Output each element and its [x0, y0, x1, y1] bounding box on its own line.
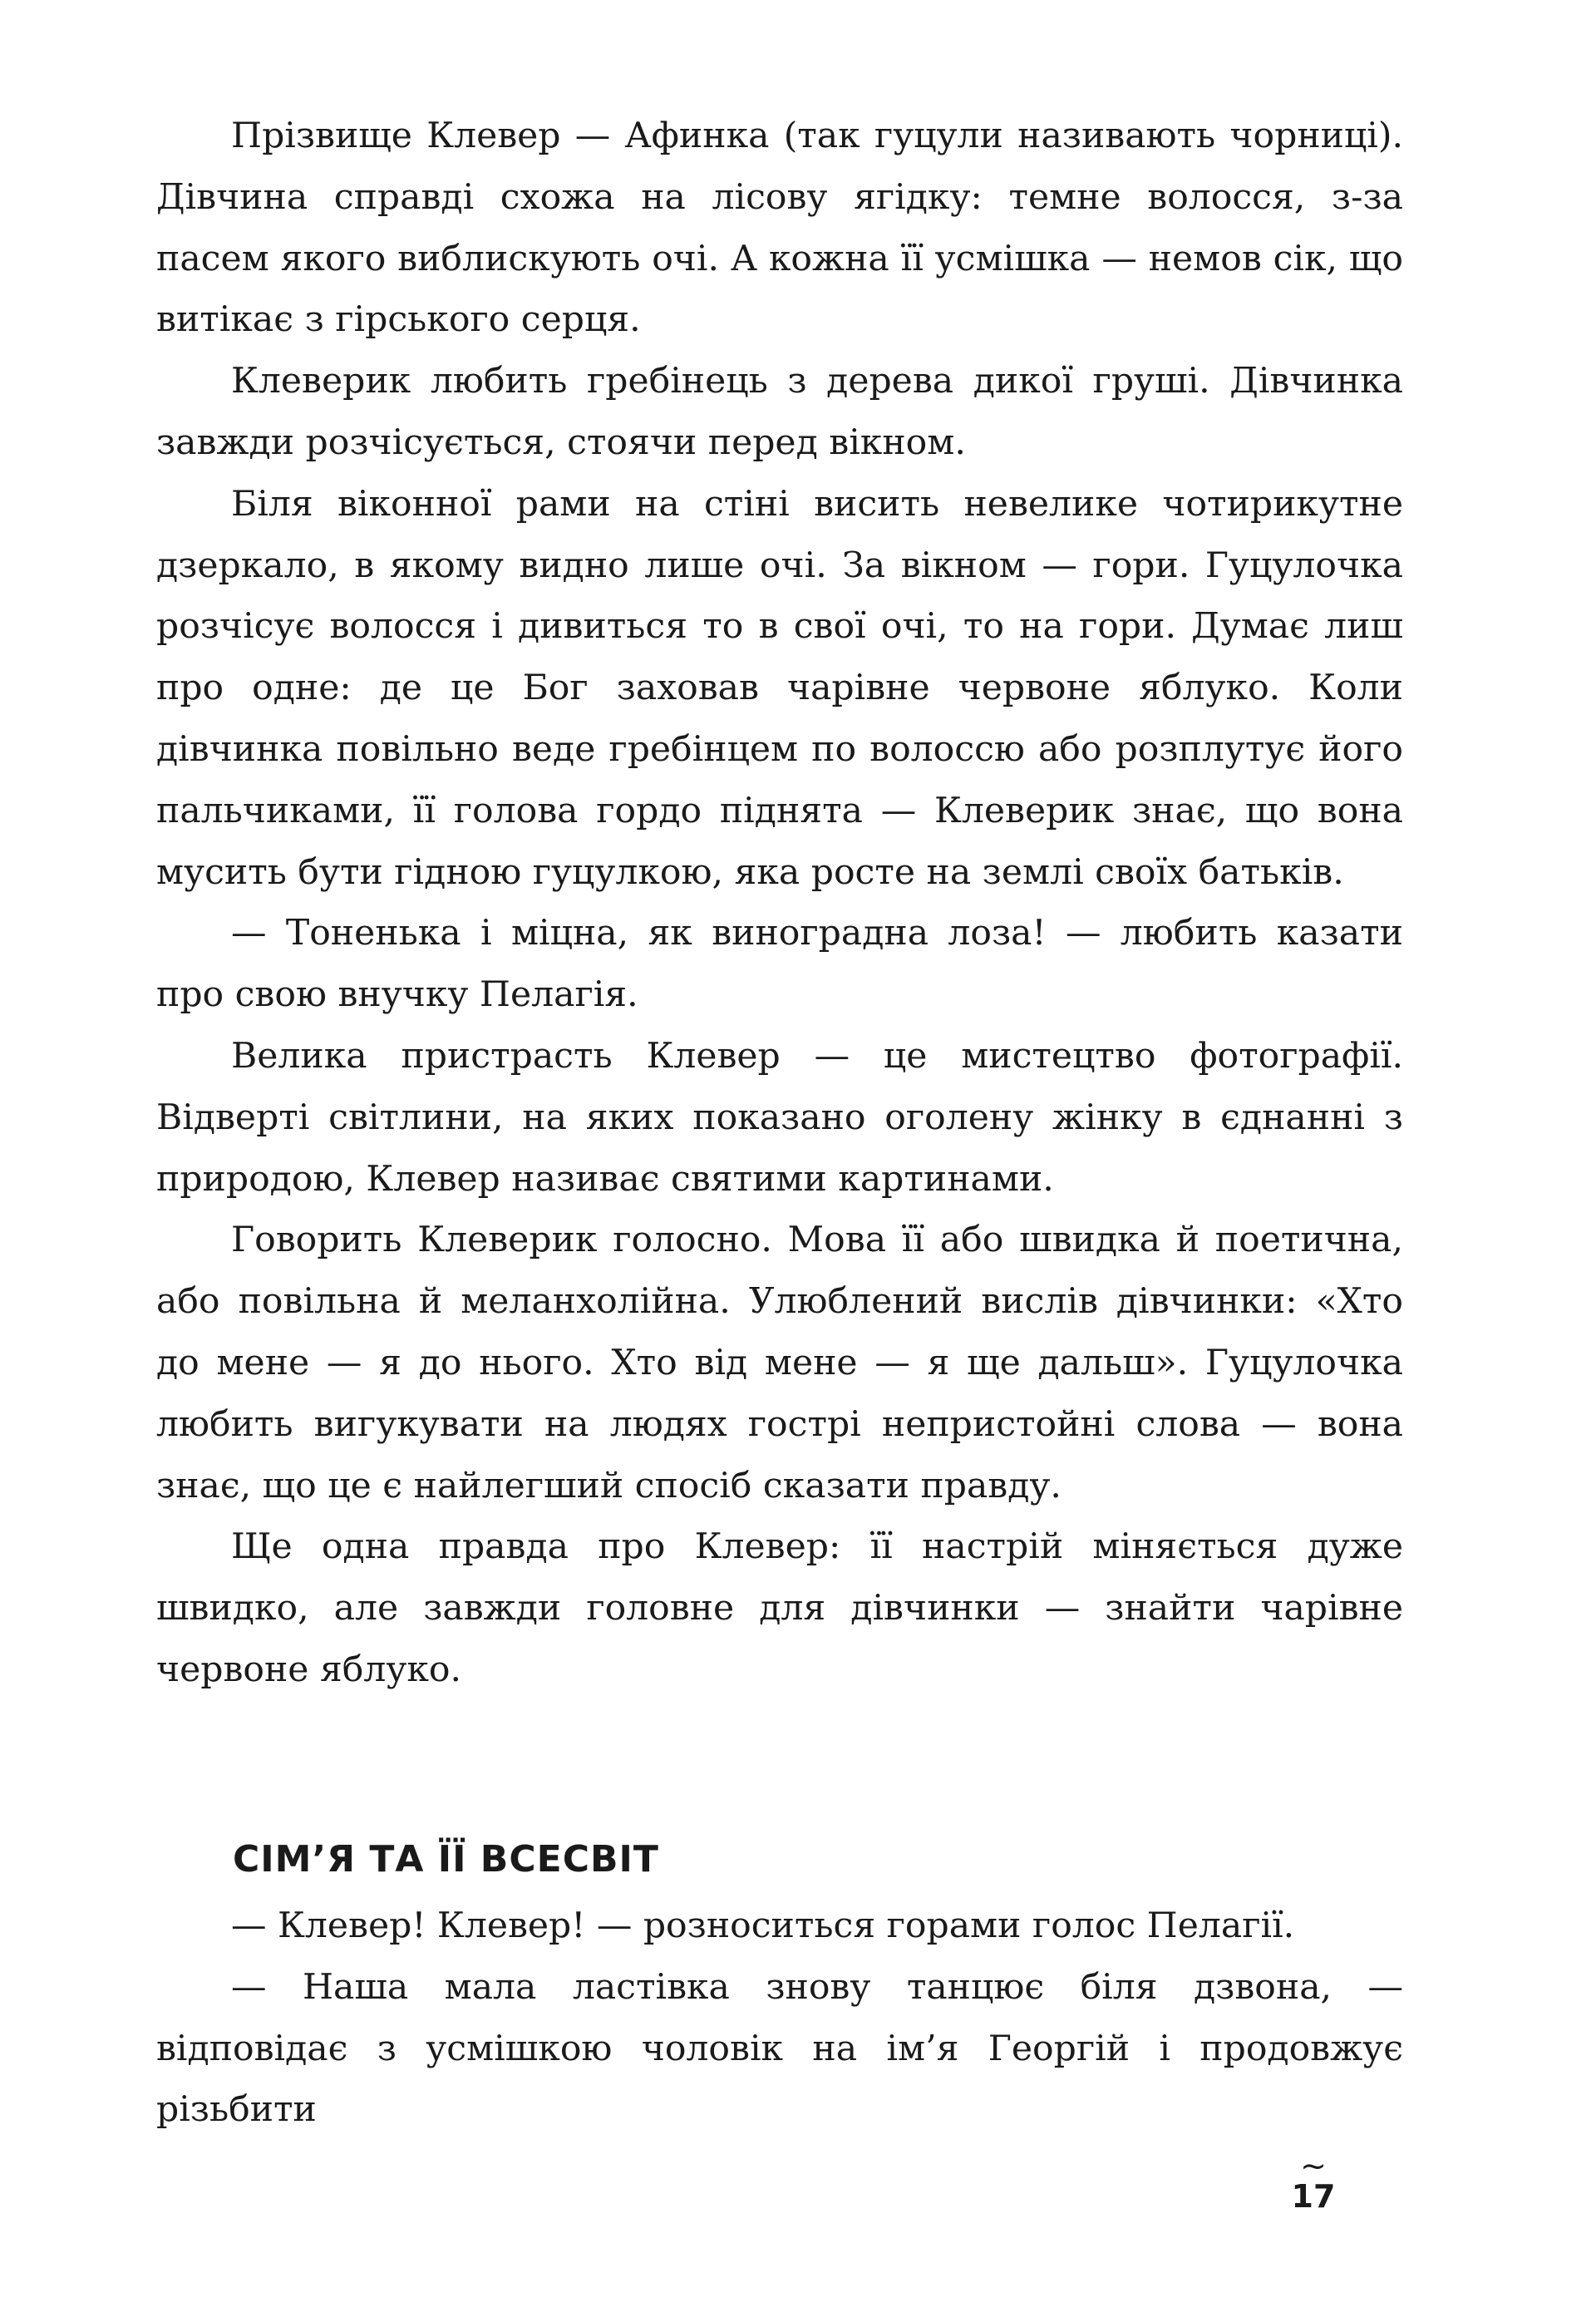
paragraph-photography: Велика пристрасть Клевер — це мистецтво фотографії. Відверті світлини, на яких показано оголену жінку в єднанні з природою, Клевер називає святими картинами.	[156, 1035, 1403, 1200]
section-heading: СІМ’Я ТА ЇЇ ВСЕСВІТ	[233, 1838, 659, 1881]
paragraph-grandmother-quote: — Тоненька і міцна, як виноградна лоза! — любить казати про свою внучку Пелагія.	[156, 913, 1403, 1016]
main-text	[156, 106, 1403, 1701]
paragraph-afynka: Прізвище Клевер — Афинка (так гуцули називають чорниці). Дівчина справді схожа на лісову ягідку: темне волосся, з-за пасем якого виблискують очі. А кожна її усмішка — немов сік, що витікає з гірського серця.	[156, 116, 1403, 341]
paragraph-mirror: Біля віконної рами на стіні висить невелике чотирикутне дзеркало, в якому видно лише очі. За вікном — гори. Гуцулочка розчісує волосся і дивиться то в свої очі, то на гори. Думає лиш про одне: де це Бог заховав чарівне червоне яблуко. Коли дівчинка повільно веде гребінцем по волоссю або розплутує його пальчиками, її голова гордо піднята — Клеверик знає, що вона мусить бути гідною гуцулкою, яка росте на землі своїх батьків.	[156, 483, 1403, 893]
page-footer	[1280, 2147, 1347, 2215]
paragraph-call: — Клевер! Клевер! — розноситься горами голос Пелагії.	[231, 1905, 1295, 1946]
paragraph-speech: Говорить Клеверик голосно. Мова її або швидка й поетична, або повільна й меланхолійна. Улюблений вислів дівчинки: «Хто до мене — я до нього. Хто від мене — я ще дальш». Гуцулочка любить вигукувати на людях гострі непристойні слова — вона знає, що це є найлегший спосіб сказати правду.	[156, 1220, 1403, 1506]
section-text	[156, 1895, 1403, 2141]
page-number: 17	[1291, 2178, 1336, 2215]
paragraph-comb: Клеверик любить гребінець з дерева дикої груші. Дівчинка завжди розчісується, стоячи перед вікном.	[156, 361, 1403, 463]
paragraph-reply: — Наша мала ластівка знову танцює біля дзвона, — відповідає з усмішкою чоловік на ім’я Георгій і продовжує різьбити	[156, 1966, 1403, 2131]
paragraph-mood: Ще одна правда про Клевер: її настрій міняється дуже швидко, але завжди головне для дівчинки — знайти чарівне червоне яблуко.	[156, 1526, 1403, 1690]
tilde-ornament-icon: ~	[1300, 2147, 1327, 2184]
